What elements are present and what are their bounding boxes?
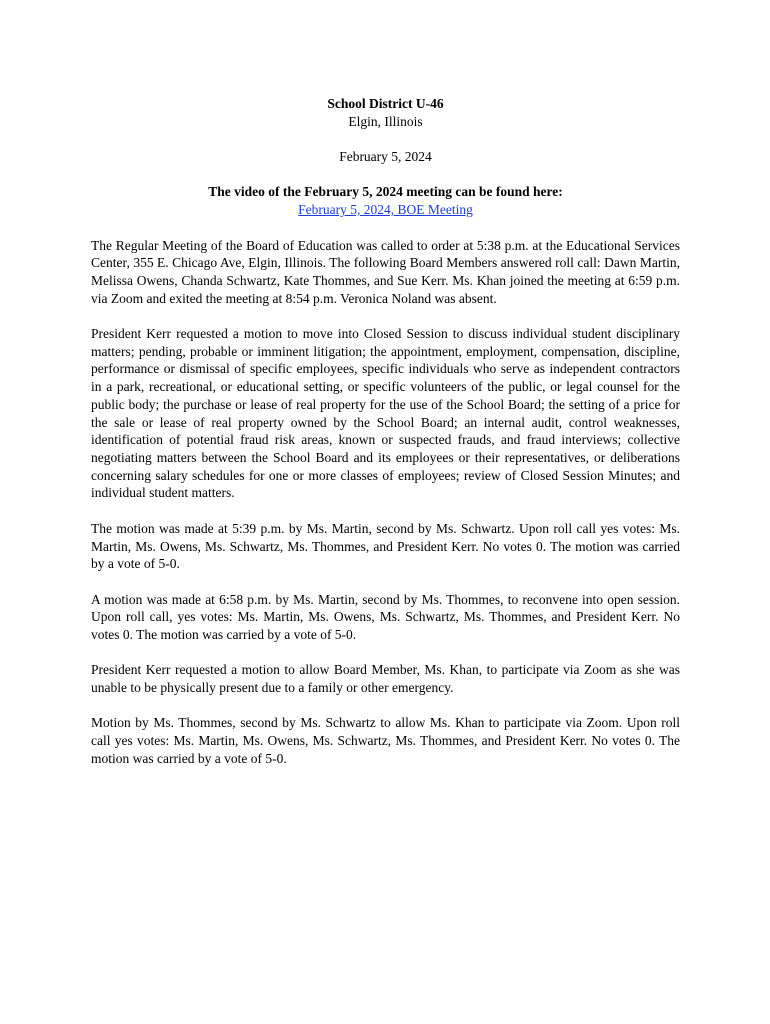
- paragraph-call-to-order: The Regular Meeting of the Board of Education was called to order at 5:38 p.m. at the Educational Services Center, 355 E. Chicago Ave, Elgin, Illinois. The following Board Members answered roll call: Dawn Martin, Melissa Owens, Chanda Schwartz, Kate Thommes, and Sue Kerr. Ms. Khan joined the meeting at 6:59 p.m. via Zoom and exited the meeting at 8:54 p.m. Veronica Noland was absent.: [91, 237, 680, 306]
- paragraph-zoom-motion: Motion by Ms. Thommes, second by Ms. Schwartz to allow Ms. Khan to participate via Zoom. Upon roll call yes votes: Ms. Martin, Ms. Owens, Ms. Schwartz, Ms. Thommes, and President Kerr. No votes 0. The motion was carried by a vote of 5-0.: [91, 715, 680, 766]
- document-content: [91, 95, 680, 768]
- paragraph-closed-session-request: President Kerr requested a motion to move into Closed Session to discuss individual student disciplinary matters; pending, probable or imminent litigation; the appointment, employment, compensation, discipline, performance or dismissal of specific employees, specific individuals who serve as independent contractors in a park, recreational, or educational setting, or specific volunteers of the public, or legal counsel for the public body; the purchase or lease of real property for the use of the School Board; the setting of a price for the sale or lease of real property owned by the School Board; an internal audit, control weaknesses, identification of potential fraud risk areas, known or suspected frauds, and fraud interviews; collective negotiating matters between the School Board and its employees or their representatives, or deliberations concerning salary schedules for one or more classes of employees; review of Closed Session Minutes; and individual student matters.: [91, 326, 680, 501]
- paragraph-closed-session-motion: The motion was made at 5:39 p.m. by Ms. Martin, second by Ms. Schwartz. Upon roll call yes votes: Ms. Martin, Ms. Owens, Ms. Schwartz, Ms. Thommes, and President Kerr. No votes 0. The motion was carried by a vote of 5-0.: [91, 520, 680, 572]
- district-title: School District U-46: [327, 96, 444, 111]
- paragraph-reconvene-motion: A motion was made at 6:58 p.m. by Ms. Martin, second by Ms. Thommes, to reconvene into open session. Upon roll call, yes votes: Ms. Martin, Ms. Owens, Ms. Schwartz, Ms. Thommes, and President Kerr. No votes 0. The motion was carried by a vote of 5-0.: [91, 591, 680, 642]
- meeting-date: February 5, 2024: [339, 149, 432, 165]
- paragraph-zoom-request: President Kerr requested a motion to allow Board Member, Ms. Khan, to participate via Zoom as she was unable to be physically present due to a family or other emergency.: [91, 662, 680, 696]
- video-link[interactable]: February 5, 2024, BOE Meeting: [298, 202, 473, 218]
- district-location: Elgin, Illinois: [348, 113, 423, 129]
- video-notice: The video of the February 5, 2024 meeting can be found here:: [208, 184, 563, 200]
- video-link-row: [91, 201, 680, 219]
